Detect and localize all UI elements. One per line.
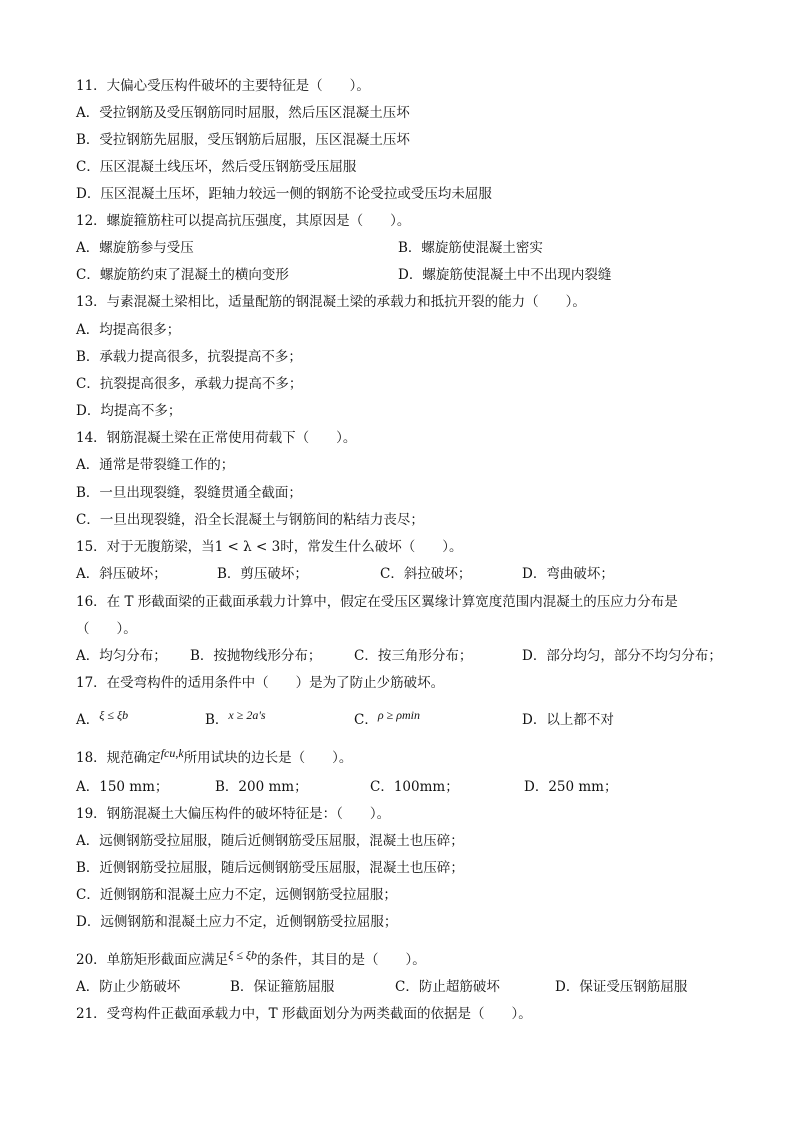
q14-option-b: B．一旦出现裂缝，裂缝贯通全截面； [76,485,302,501]
q17-option-a-formula: ξ ≤ ξb [99,708,129,722]
q16-option-d: D．部分均匀，部分不均匀分布； [522,648,722,664]
q11-option-b: B．受拉钢筋先屈服，受压钢筋后屈服，压区混凝土压坏 [76,132,410,148]
question-15-stem: 15．对于无腹筋梁，当1 < λ < 3时，常发生什么破坏（ ）。 [76,539,463,555]
q14-option-c: C．一旦出现裂缝，沿全长混凝土与钢筋间的粘结力丧尽； [76,512,424,528]
q13-option-d: D．均提高不多； [76,403,182,419]
q15-option-b: B．剪压破坏； [217,566,308,582]
question-17-stem: 17．在受弯构件的适用条件中（ ）是为了防止少筋破坏。 [76,675,445,691]
q17-option-b [205,710,266,730]
question-12-stem: 12．螺旋箍筋柱可以提高抗压强度，其原因是（ ）。 [76,213,411,229]
q20-option-b: B．保证箍筋屈服 [230,979,335,995]
q17-option-d: D．以上都不对 [522,712,614,728]
q13-option-b: B．承载力提高很多，抗裂提高不多； [76,349,302,365]
q20-option-d: D．保证受压钢筋屈服 [555,979,688,995]
q11-option-c: C．压区混凝土线压坏，然后受压钢筋受压屈服 [76,159,357,175]
question-18-stem [76,748,352,768]
q18-option-a: A．150 mm； [76,779,169,795]
question-16-stem: 16．在 T 形截面梁的正截面承载力计算中，假定在受压区翼缘计算宽度范围内混凝土的压应力分布是 [76,594,678,610]
question-11-stem: 11．大偏心受压构件破坏的主要特征是（ ）。 [76,78,370,94]
q13-option-c: C．抗裂提高很多，承载力提高不多； [76,376,303,392]
q11-option-d: D．压区混凝土压坏，距轴力较远一侧的钢筋不论受拉或受压均未屈服 [76,186,492,202]
q17-option-a [76,710,128,730]
question-14-stem: 14．钢筋混凝土梁在正常使用荷载下（ ）。 [76,430,357,446]
q19-option-c: C．近侧钢筋和混凝土应力不定，远侧钢筋受拉屈服； [76,887,397,903]
question-20-stem [76,950,426,970]
q20-option-a: A．防止少筋破坏 [76,979,181,995]
q17-option-a-label: A． [76,712,100,728]
q18-option-d: D．250 mm； [524,779,618,795]
q15-option-c: C．斜拉破坏； [380,566,472,582]
q14-option-a: A．通常是带裂缝工作的； [76,457,235,473]
q19-option-d: D．远侧钢筋和混凝土应力不定，近侧钢筋受拉屈服； [76,914,398,930]
question-19-stem: 19．钢筋混凝土大偏压构件的破坏特征是：（ ）。 [76,806,391,822]
q18-option-b: B．200 mm； [215,779,308,795]
q18-stem-start: 18．规范确定 [76,750,161,766]
q20-formula: ξ ≤ ξb [228,948,258,962]
q11-option-a: A．受拉钢筋及受压钢筋同时屈服，然后压区混凝土压坏 [76,105,410,121]
q17-option-c-formula: ρ ≥ ρmin [377,708,420,722]
q18-stem-end: 所用试块的边长是（ ）。 [183,750,353,766]
q18-option-c: C．100mm； [370,779,459,795]
q16-option-a: A．均匀分布； [76,648,167,664]
q19-option-b: B．近侧钢筋受拉屈服，随后远侧钢筋受压屈服，混凝土也压碎； [76,860,464,876]
question-21-stem: 21．受弯构件正截面承载力中，T 形截面划分为两类截面的依据是（ ）。 [76,1006,532,1022]
q20-stem-end: 的条件，其目的是（ ）。 [257,952,426,968]
question-13-stem: 13．与素混凝土梁相比，适量配筋的钢混凝土梁的承载力和抵抗开裂的能力（ ）。 [76,294,586,310]
q17-option-b-label: B． [205,712,229,728]
q16-option-c: C．按三角形分布； [354,648,473,664]
q13-option-a: A．均提高很多； [76,322,181,338]
q16-option-b: B．按抛物线形分布； [190,648,322,664]
q15-option-a: A．斜压破坏； [76,566,167,582]
q12-option-b: B．螺旋筋使混凝土密实 [398,240,543,256]
question-16-stem-continued: （ ）。 [76,621,137,637]
q17-option-c-label: C． [354,712,378,728]
q19-option-a: A．远侧钢筋受拉屈服，随后近侧钢筋受压屈服，混凝土也压碎； [76,833,464,849]
q12-option-c: C．螺旋筋约束了混凝土的横向变形 [76,267,289,283]
q12-option-a: A．螺旋筋参与受压 [76,240,194,256]
q17-option-c [354,710,420,730]
q20-stem-start: 20．单筋矩形截面应满足 [76,952,229,968]
q18-formula: fcu,k [160,746,184,760]
q20-option-c: C．防止超筋破坏 [395,979,500,995]
q12-option-d: D．螺旋筋使混凝土中不出现内裂缝 [398,267,612,283]
q17-option-b-formula: x ≥ 2a's [228,708,266,722]
q15-option-d: D．弯曲破坏； [522,566,614,582]
